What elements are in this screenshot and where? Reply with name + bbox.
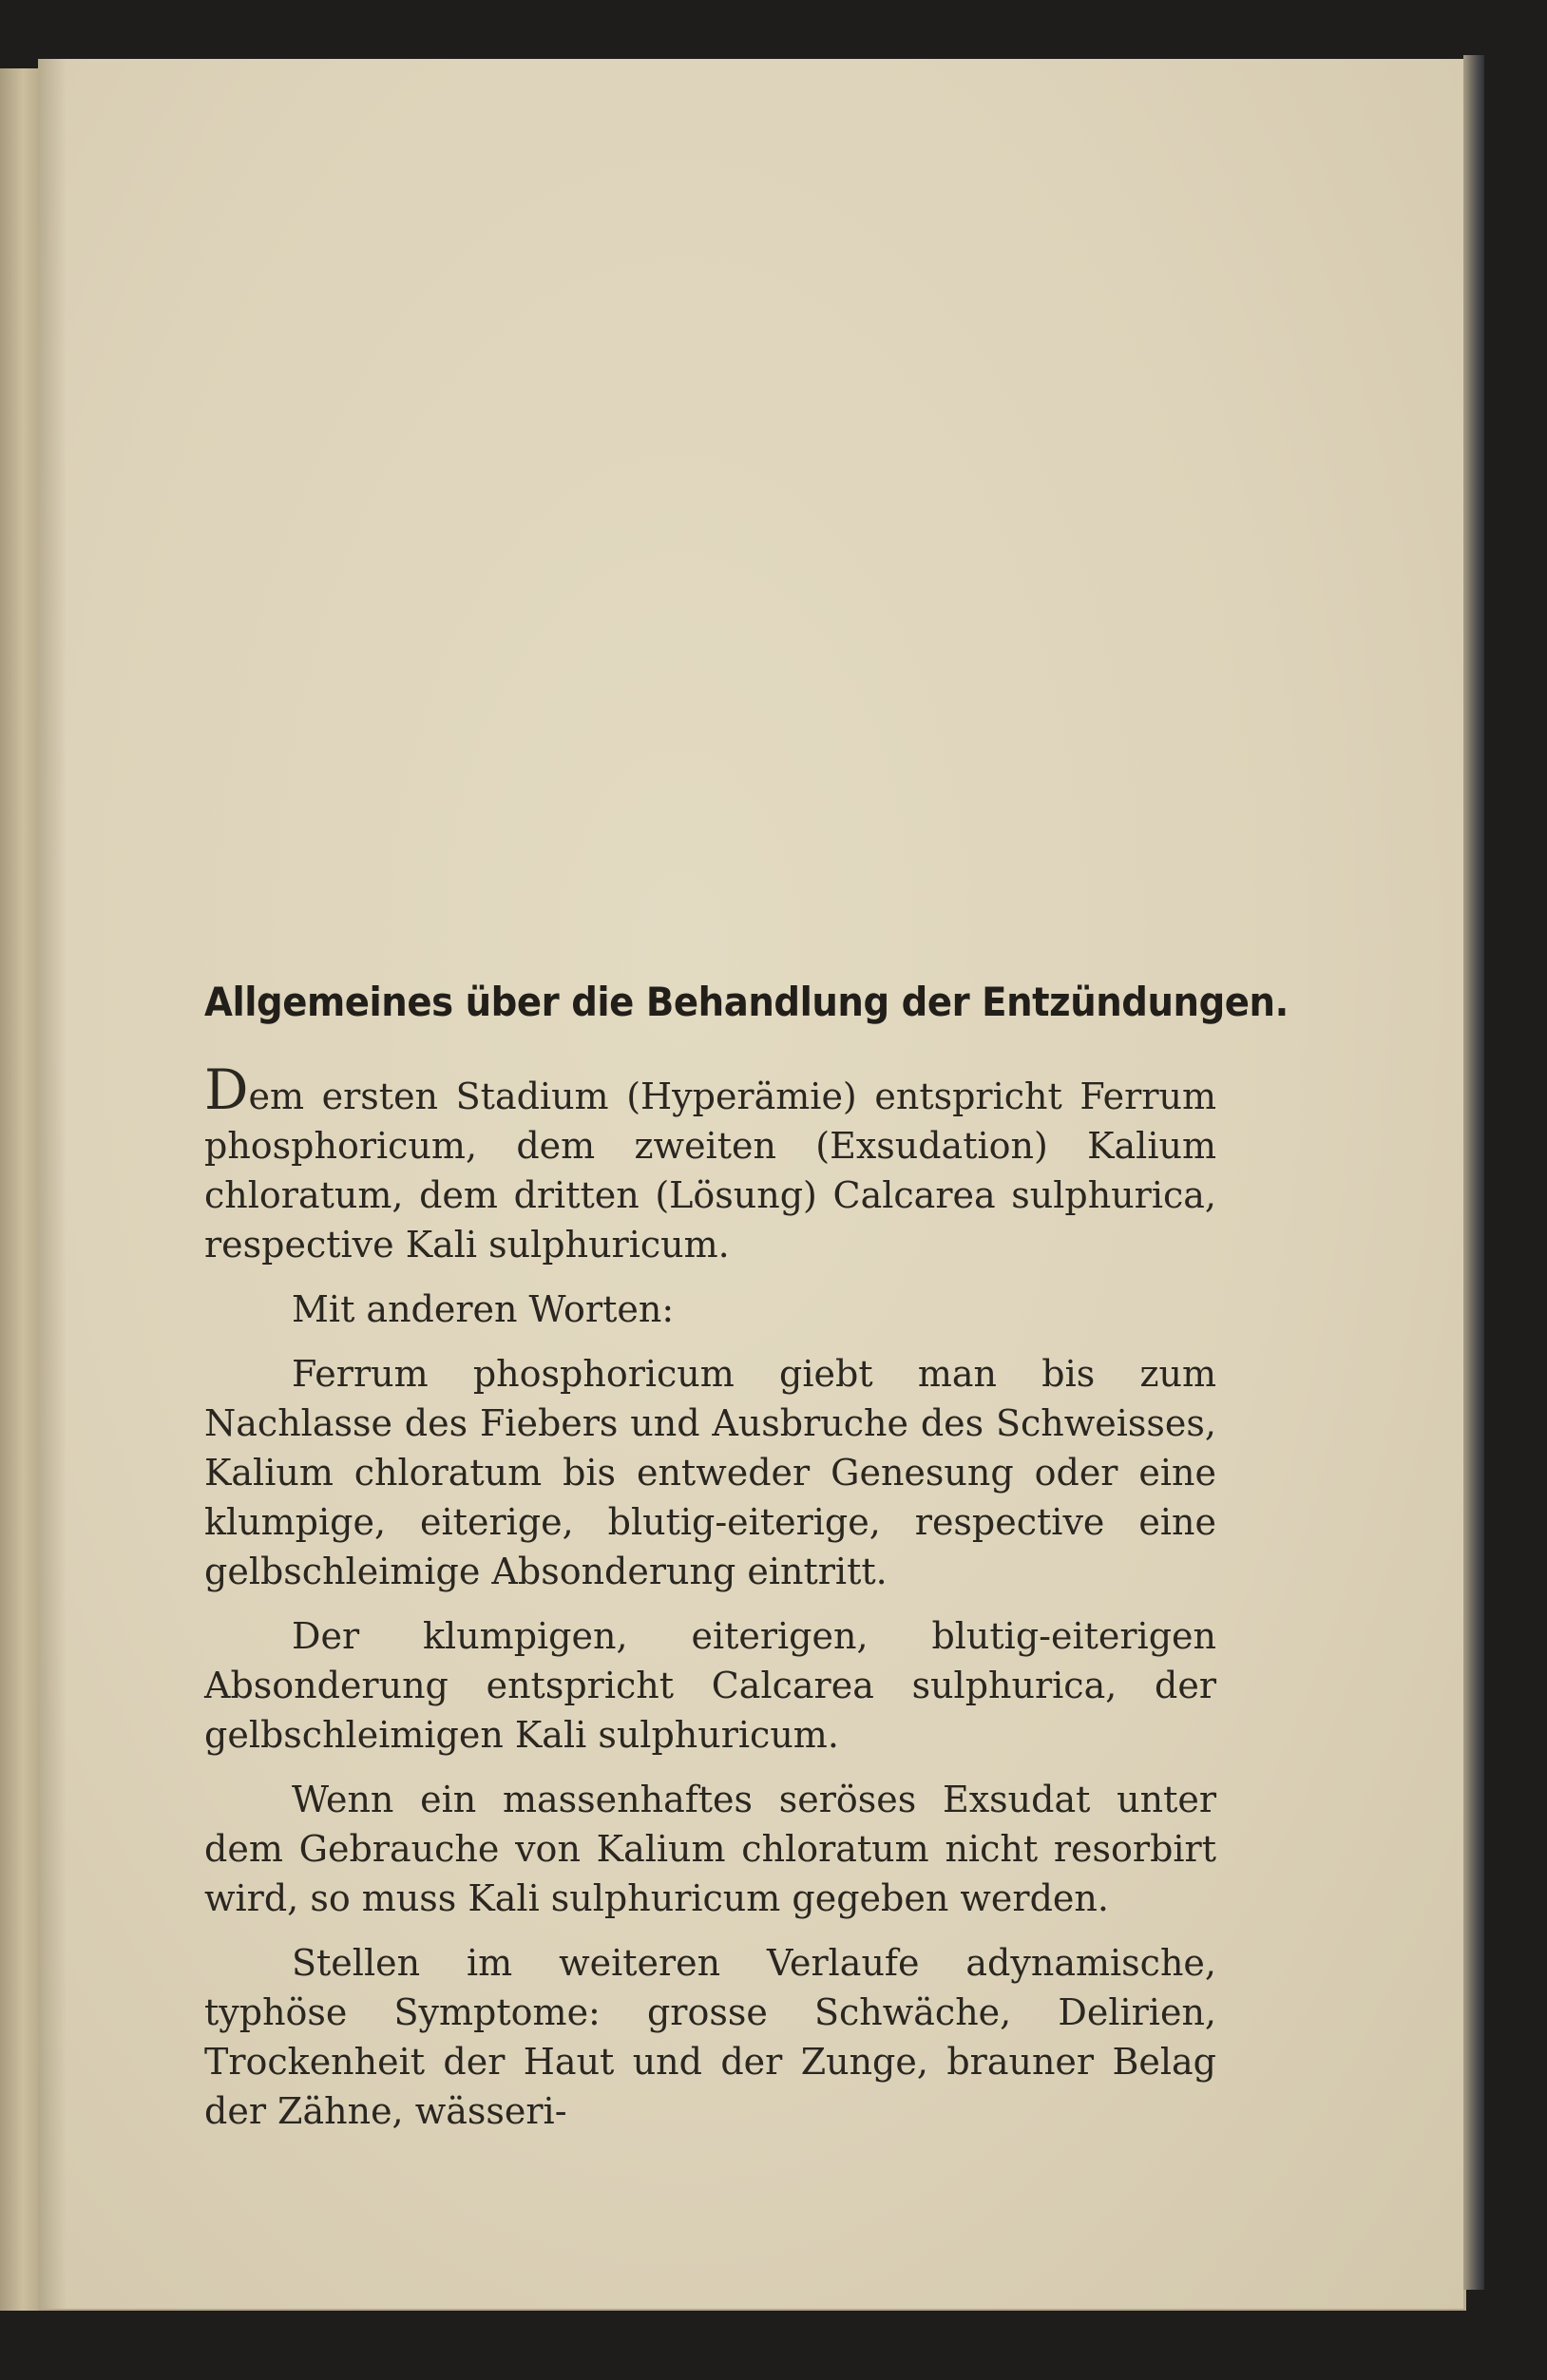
paragraph-1 xyxy=(204,1057,1216,1269)
paragraph-4: Der klumpigen, eiterigen, blutig-eiterigen Absonderung entspricht Calcarea sulphurica, der gelbschleimigen Kali sulphuricum. xyxy=(204,1615,1216,1756)
paragraph-6: Stellen im weiteren Verlaufe adynamische, typhöse Symptome: grosse Schwäche, Delirien, Trockenheit der Haut und der Zunge, brauner Belag der Zähne, wässeri- xyxy=(204,1942,1216,2132)
page-content xyxy=(204,979,1289,2151)
paragraph-1-text: em ersten Stadium (Hyperämie) entspricht Ferrum phosphoricum, dem zweiten (Exsudation) Kalium chloratum, dem dritten (Lösung) Calcarea sulphurica, respective Kali sulphuricum. xyxy=(204,1076,1216,1266)
initial-letter: D xyxy=(204,1057,249,1122)
paragraph-3: Ferrum phosphoricum giebt man bis zum Nachlasse des Fiebers und Ausbruche des Schweisses, Kalium chloratum bis entweder Genesung oder eine klumpige, eiterige, blutig-eiterige, respective eine gelbschleimige Absonderung eintritt. xyxy=(204,1353,1216,1592)
paragraph-5: Wenn ein massenhaftes seröses Exsudat unter dem Gebrauche von Kalium chloratum nicht resorbirt wird, so muss Kali sulphuricum gegeben werden. xyxy=(204,1779,1216,1919)
paragraph-2: Mit anderen Worten: xyxy=(292,1288,675,1330)
section-heading: Allgemeines über die Behandlung der Entzündungen. xyxy=(204,979,1289,1025)
spine-shadow xyxy=(38,59,67,2309)
page-stack-edge xyxy=(1463,55,1484,2290)
